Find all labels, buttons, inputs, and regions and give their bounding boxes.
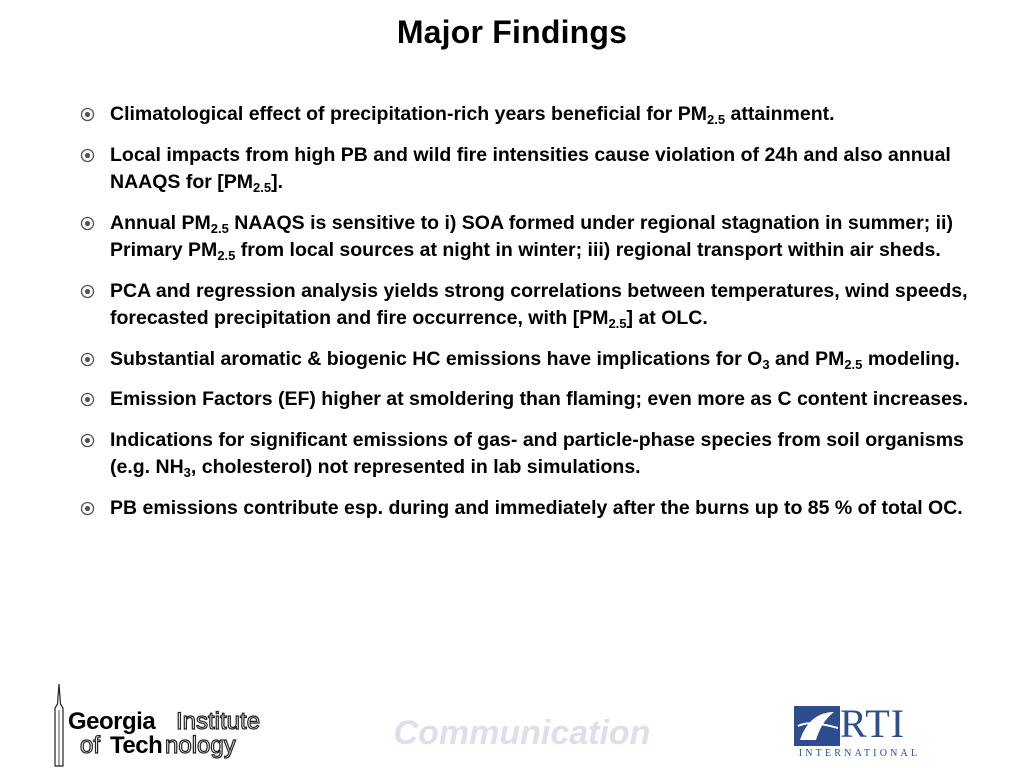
finding-text-run: ]. bbox=[271, 171, 283, 193]
subscript: 2.5 bbox=[608, 316, 627, 331]
circled-dot-icon bbox=[80, 501, 95, 516]
finding-item bbox=[80, 386, 980, 414]
finding-text-run: PB emissions contribute esp. during and immediately after the burns up to 85 % of total OC. bbox=[110, 496, 963, 519]
finding-item bbox=[80, 427, 980, 482]
subscript: 3 bbox=[183, 465, 191, 480]
footer-communication-text: Communication bbox=[393, 714, 651, 752]
finding-text-run: , cholesterol) not represented in lab simulations. bbox=[190, 456, 641, 478]
finding-text-run: from local sources at night in winter; iii) regional transport within air sheds. bbox=[235, 239, 941, 261]
finding-item bbox=[80, 142, 980, 197]
gt-logo-georgia: Georgia bbox=[68, 708, 156, 735]
subscript: 2.5 bbox=[707, 112, 726, 127]
findings-list bbox=[80, 101, 980, 535]
gt-logo-tech: Tech bbox=[110, 732, 163, 759]
gt-logo-nology: nology bbox=[165, 732, 236, 759]
circled-dot-icon bbox=[80, 392, 95, 407]
finding-text-run: PCA and regression analysis yields strong correlations between temperatures, wind speeds, forecasted precipitation and fire occurrence, with [PM bbox=[110, 279, 968, 329]
finding-text-run: Climatological effect of precipitation-rich years beneficial for PM bbox=[110, 103, 708, 125]
gt-logo-institute: Institute bbox=[176, 708, 261, 735]
finding-text bbox=[110, 212, 953, 262]
finding-text-run: Emission Factors (EF) higher at smoldering than flaming; even more as C content increases. bbox=[110, 388, 969, 410]
finding-text-run: modeling. bbox=[862, 347, 960, 370]
rti-logo bbox=[792, 701, 927, 764]
finding-text bbox=[110, 388, 968, 410]
finding-text-run: attainment. bbox=[725, 103, 835, 125]
finding-text-run: ] at OLC. bbox=[626, 307, 708, 329]
finding-text-run: Annual PM bbox=[110, 211, 211, 234]
rti-globe-icon bbox=[794, 706, 840, 746]
subscript: 2.5 bbox=[844, 356, 863, 372]
finding-text bbox=[110, 348, 960, 370]
page-title: Major Findings bbox=[396, 14, 628, 50]
finding-text bbox=[110, 103, 835, 125]
finding-text bbox=[110, 144, 951, 194]
finding-item bbox=[80, 346, 980, 374]
subscript: 2.5 bbox=[253, 180, 272, 195]
circled-dot-icon bbox=[80, 148, 95, 163]
subscript: 3 bbox=[762, 356, 770, 372]
rti-logo-word: RTI bbox=[840, 701, 906, 746]
finding-text-run: Local impacts from high PB and wild fire intensities cause violation of 24h and also annual NAAQS for [PM bbox=[110, 143, 951, 193]
circled-dot-icon bbox=[80, 216, 95, 231]
gt-logo-of: of bbox=[80, 732, 101, 759]
subscript: 2.5 bbox=[217, 248, 236, 263]
subscript: 2.5 bbox=[210, 220, 229, 236]
finding-text bbox=[110, 429, 964, 479]
finding-item bbox=[80, 101, 980, 129]
finding-text bbox=[110, 497, 963, 519]
finding-text-run: NAAQS is sensitive to i) SOA formed under regional stagnation in summer; ii) Primary PM bbox=[110, 211, 953, 261]
finding-item bbox=[80, 495, 980, 523]
finding-text-run: Substantial aromatic & biogenic HC emissions have implications for O bbox=[110, 347, 763, 370]
circled-dot-icon bbox=[80, 107, 95, 122]
finding-item bbox=[80, 278, 980, 333]
finding-text-run: and PM bbox=[769, 347, 845, 370]
finding-text bbox=[110, 280, 968, 330]
finding-item bbox=[80, 210, 980, 265]
rti-logo-international: INTERNATIONAL bbox=[798, 748, 921, 759]
circled-dot-icon bbox=[80, 284, 95, 299]
circled-dot-icon bbox=[80, 352, 95, 367]
finding-text-run: Indications for significant emissions of gas- and particle-phase species from soil organisms (e.g. NH bbox=[110, 428, 964, 478]
circled-dot-icon bbox=[80, 433, 95, 448]
